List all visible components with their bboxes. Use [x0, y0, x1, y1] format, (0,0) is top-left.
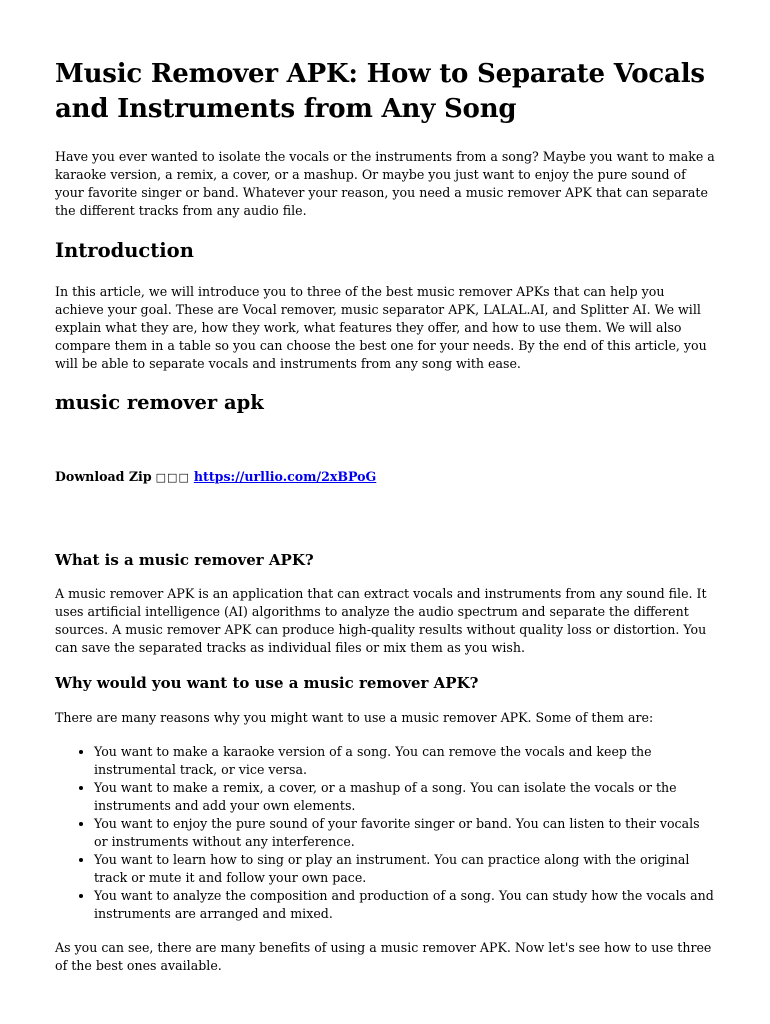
- download-link[interactable]: https://urllio.com/2xBPoG: [193, 469, 377, 484]
- keyword-heading: music remover apk: [55, 391, 264, 414]
- intro-paragraph: Have you ever wanted to isolate the vocals or the instruments from a song? Maybe you want to make a karaoke version, a remix, a cover, or a mashup. Or maybe you just want to enjoy the pure sound of your favorite singer or band. Whatever your reason, you need a music remover APK that can separate the different tracks from any audio file.: [55, 149, 715, 218]
- why-paragraph: There are many reasons why you might want to use a music remover APK. Some of them are:: [55, 710, 654, 725]
- arrows-icon: □□□: [155, 471, 190, 484]
- download-label: Download Zip: [55, 469, 152, 484]
- introduction-paragraph: In this article, we will introduce you to three of the best music remover APKs that can help you achieve your goal. These are Vocal remover, music separator APK, LALAL.AI, and Splitter AI. We will explain what they are, how they work, what features they offer, and how to use them. We will also compare them in a table so you can choose the best one for your needs. By the end of this article, you will be able to separate vocals and instruments from any song with ease.: [55, 284, 707, 371]
- reasons-list: [55, 743, 716, 923]
- page-title: Music Remover APK: How to Separate Vocals and Instruments from Any Song: [55, 59, 705, 124]
- closing-paragraph: As you can see, there are many benefits of using a music remover APK. Now let's see how to use three of the best ones available.: [55, 940, 712, 973]
- list-item: • You want to learn how to sing or play an instrument. You can practice along with the original track or mute it and follow your own pace.: [94, 851, 716, 887]
- what-paragraph: A music remover APK is an application that can extract vocals and instruments from any sound file. It uses artificial intelligence (AI) algorithms to analyze the audio spectrum and separate the different sources. A music remover APK can produce high-quality results without quality loss or distortion. You can save the separated tracks as individual files or mix them as you wish.: [55, 586, 707, 655]
- list-item: • You want to make a karaoke version of a song. You can remove the vocals and keep the instrumental track, or vice versa.: [94, 743, 716, 779]
- list-item: • You want to enjoy the pure sound of your favorite singer or band. You can listen to their vocals or instruments without any interference.: [94, 815, 716, 851]
- list-item: • You want to make a remix, a cover, or a mashup of a song. You can isolate the vocals or the instruments and add your own elements.: [94, 779, 716, 815]
- list-item: • You want to analyze the composition and production of a song. You can study how the vocals and instruments are arranged and mixed.: [94, 887, 716, 923]
- what-heading: What is a music remover APK?: [55, 551, 314, 569]
- why-heading: Why would you want to use a music remover APK?: [55, 674, 479, 692]
- introduction-heading: Introduction: [55, 239, 194, 262]
- download-line: [55, 468, 716, 487]
